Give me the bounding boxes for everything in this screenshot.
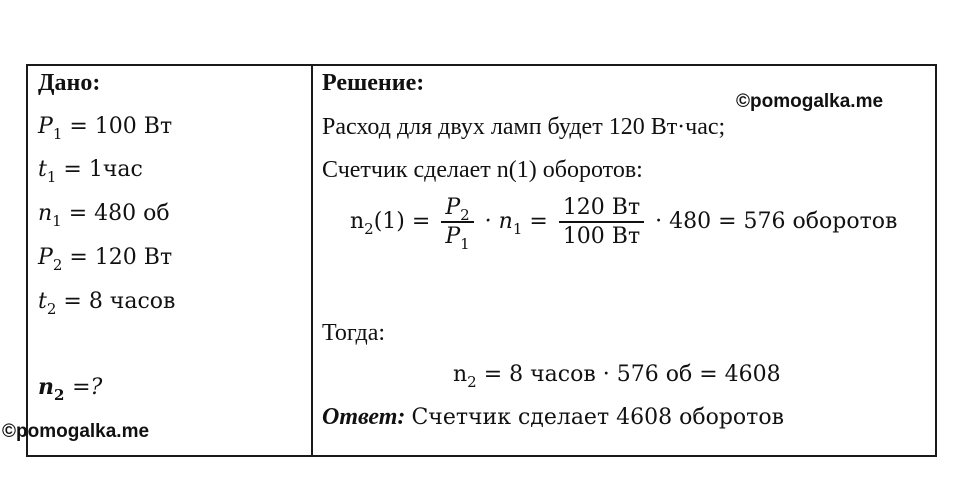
solution-line3: Тогда: <box>322 320 386 346</box>
solution-heading: Решение: <box>322 70 425 96</box>
given-p2: $P_2 = 120$ Вт <box>38 245 173 274</box>
solution-table <box>26 64 937 457</box>
formula-n2-1: $n_2(1)$ = $\frac{P_2}{P_1}$ · $n_1$ = $\frac{120 Вт}{100 Вт}$ · 480 = 576 оборотов <box>350 195 898 254</box>
given-find: $n_2$ =? <box>38 374 103 404</box>
given-heading: Дано: <box>38 70 101 96</box>
solution-line1: Расход для двух ламп будет 120 Вт·час; <box>322 114 726 140</box>
formula-n2: $n_2 = 8$ часов · 576 об = 4608 <box>453 362 781 391</box>
given-n1: $n_1 = 480$ об <box>38 201 170 230</box>
given-t1: $t_1 = 1час$ <box>38 157 143 186</box>
given-p1: $P_1 = 100$ Вт <box>38 114 173 143</box>
given-t2: $t_2 = 8$ часов <box>38 289 176 318</box>
column-divider <box>311 66 313 455</box>
fraction-watt-ratio: $\frac{120 Вт}{100 Вт}$ <box>559 196 644 248</box>
fraction-power-ratio: $\frac{P_2}{P_1}$ <box>441 196 473 248</box>
answer-text: Счетчик сделает 4608 оборотов <box>411 405 784 430</box>
watermark-bottom: ©pomogalka.me <box>2 421 150 442</box>
answer-line <box>322 404 784 431</box>
watermark-top: ©pomogalka.me <box>736 91 884 112</box>
answer-label: Ответ: <box>322 404 406 430</box>
solution-line2: Счетчик сделает n(1) оборотов: <box>322 157 643 183</box>
